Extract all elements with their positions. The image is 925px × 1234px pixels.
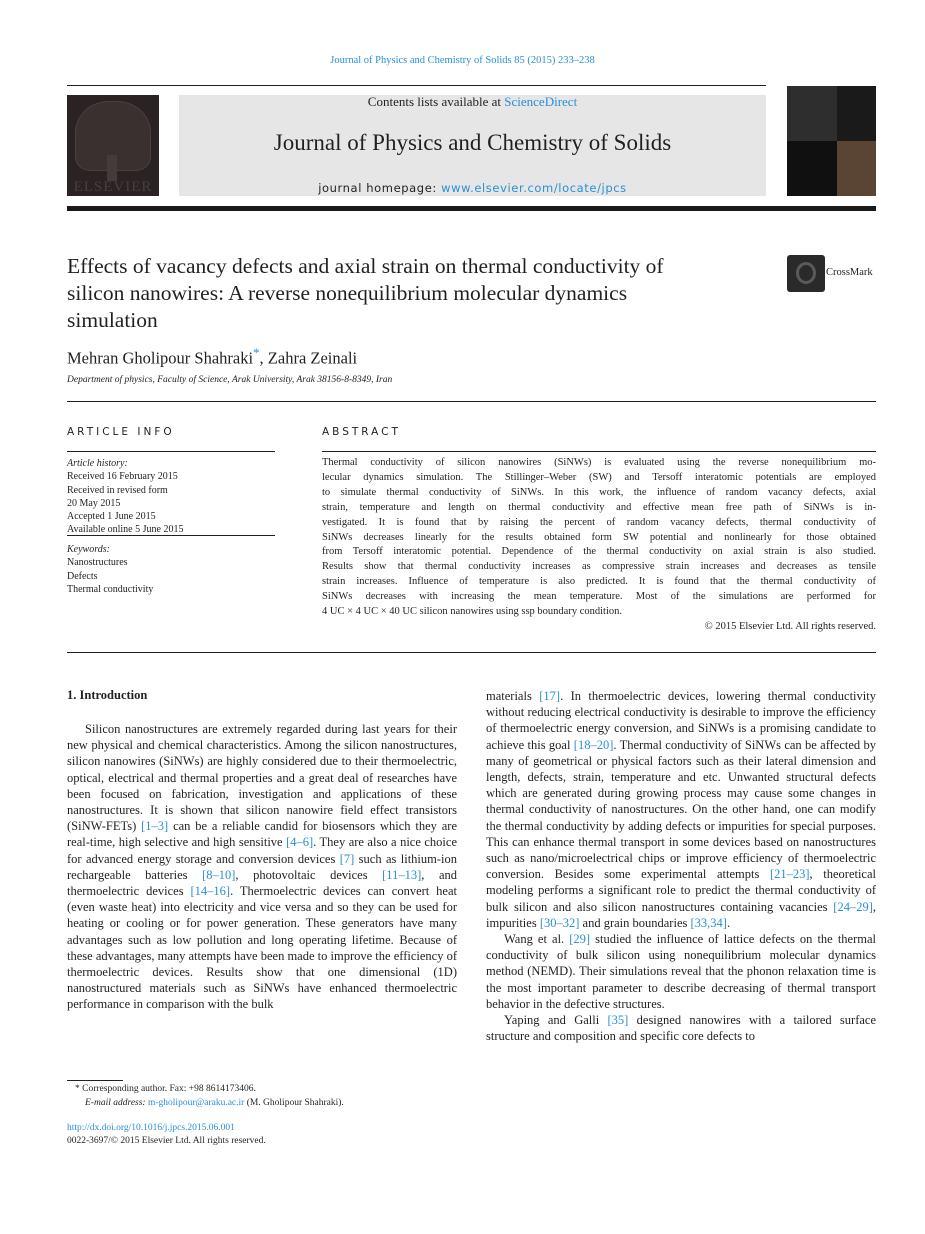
abstract-body (322, 456, 876, 620)
keywords (67, 543, 275, 596)
cover-block-1 (787, 86, 837, 141)
contents-prefix: Contents lists available at (367, 94, 505, 109)
body-text: , impurities (486, 899, 876, 930)
tree-trunk (107, 155, 117, 181)
body-text: , theoretical modeling performs a significant role to predict the thermal conductivity of bulk silicon and also silicon nanostructures containing vacancies (486, 867, 877, 914)
email-suffix: (M. Gholipour Shahraki). (244, 1097, 344, 1108)
body-text: and grain boundaries (579, 915, 691, 930)
sciencedirect-link[interactable]: ScienceDirect (504, 94, 578, 109)
body-paragraph (486, 1012, 876, 1044)
citation-link[interactable]: [33,34] (690, 915, 727, 930)
citation-link[interactable]: [4–6] (286, 835, 314, 850)
journal-title: Journal of Physics and Chemistry of Solids (273, 130, 672, 155)
body-text: . In thermoelectric devices, lowering thermal conductivity without reducing electrical conductivity is desirable to improve the efficiency of thermoelectric energy conversion, and SiNWs is a promising candidate to achieve this goal (486, 689, 876, 752)
body-text: . They are also a nice choice for advanced energy storage and conversion devices (67, 835, 457, 866)
body-paragraph (67, 721, 457, 1013)
divider (67, 401, 876, 402)
abstract-line: strain increases. Influence of temperature is also predicted. It is found that the thermal conductivity of (322, 576, 876, 588)
footnote-mark: * (75, 1084, 80, 1094)
body-text: studied the influence of lattice defects on the thermal conductivity of bulk silicon using nonequilibrium molecular dynamics method (NEMD). Their simulations reveal that the phonon relaxation time is the most important parameter to describe decreasing of thermal transport behavior in the defective structures. (486, 932, 876, 1011)
contents-line (179, 94, 766, 110)
body-paragraph (486, 688, 876, 931)
header-top-rule (67, 85, 766, 86)
author-list (67, 345, 357, 369)
body-column-right (486, 688, 876, 1044)
crossmark-label[interactable]: CrossMark (826, 267, 873, 278)
body-paragraph (486, 931, 876, 1012)
citation-link[interactable]: [8–10] (202, 867, 236, 882)
body-text: Yaping and Galli (504, 1013, 608, 1028)
crossmark-ring (796, 262, 816, 284)
history-item: Received 16 February 2015 (67, 471, 178, 483)
history-label: Article history: (67, 458, 128, 469)
article-info-heading: ARTICLE INFO (67, 426, 175, 438)
body-text: materials (486, 689, 540, 703)
body-text: . Thermoelectric devices can convert heat (even waste heat) into electricity and vice versa and so they can be used for heating or cooling or for power generation. These generators have many advantages such as low pollution and long operating lifetime. Because of these advantages, many attempts have been made to improve the efficiency of thermoelectric devices. Results show that one dimensional (1D) nanostructured materials such as SiNWs have enhanced thermoelectric performance in comparison with the bulk (67, 884, 457, 1012)
abstract-rule (322, 451, 876, 452)
body-text: Wang et al. (504, 932, 570, 947)
abstract-line: Results show that thermal conductivity increases as compressive strain increases and decreases as tensile (322, 561, 876, 573)
doi-link[interactable]: http://dx.doi.org/10.1016/j.jpcs.2015.06.001 (67, 1123, 235, 1133)
homepage-prefix: journal homepage: (318, 181, 442, 195)
body-text: such as lithium-ion rechargeable batteries (67, 851, 458, 882)
abstract-line: from Tersoff interatomic potential. Dependence of the thermal conductivity on axial strain is also studied. (322, 546, 876, 558)
journal-cover-image (787, 86, 876, 196)
cover-block-3 (787, 141, 837, 196)
abstract-line: SiNWs decreases with increasing the mean temperature. Most of the simulations are performed for (322, 591, 876, 603)
history-item: Available online 5 June 2015 (67, 524, 184, 536)
title-line: simulation (67, 308, 158, 332)
journal-reference[interactable]: Journal of Physics and Chemistry of Solids 85 (2015) 233–238 (330, 55, 595, 66)
body-text: . Thermal conductivity of SiNWs can be affected by many of geometrical or physical factors such as their lateral dimension and length, defects, strain, temperature and etc. Unwanted structural defects which are generated during growing process may cause some changes in thermal conductivity of nanostructures. On the other hand, one can modify the thermal conductivity by adding defects or impurities for special purposes. This can enhance thermal transport in some devices based on nanostructures such as nano/microelectrical chips or improve efficiency of thermoelectric conversion. Besides some experimental attempts (486, 737, 876, 882)
abstract-line: Thermal conductivity of silicon nanowires (SiNWs) is evaluated using the reverse nonequilibrium mo- (322, 457, 876, 468)
body-text: . (726, 915, 731, 930)
section-heading: 1. Introduction (67, 688, 148, 702)
title-line: Effects of vacancy defects and axial strain on thermal conductivity of (67, 254, 664, 278)
abstract-copyright: © 2015 Elsevier Ltd. All rights reserved. (704, 621, 876, 632)
info-rule (67, 535, 275, 536)
abstract-line: vestigated. It is found that by raising the percent of random vacancy defects, thermal conductivity of (322, 516, 876, 528)
citation-link[interactable]: [11–13] (382, 867, 422, 882)
cover-block-2 (837, 141, 876, 196)
author-name[interactable]: Zahra Zeinali (267, 348, 358, 368)
title-line: silicon nanowires: A reverse nonequilibrium molecular dynamics (67, 281, 628, 305)
citation-link[interactable]: [35] (607, 1013, 629, 1028)
history-item: Accepted 1 June 2015 (67, 511, 156, 523)
header-divider (67, 206, 876, 211)
abstract-line: lecular dynamics simulation. The Stillinger–Weber (SW) and Tersoff interatomic potentials are employed (322, 471, 876, 483)
corresponding-author-note (75, 1083, 465, 1097)
crossmark-icon[interactable] (787, 255, 825, 292)
keyword: Defects (67, 570, 98, 582)
body-text: , and thermoelectric devices (67, 867, 457, 899)
body-text: designed nanowires with a tailored surface structure and composition and specific core defects to (486, 1013, 877, 1044)
abstract-line: SiNWs decreases linearly for the results obtained form SW potential and nonlinearly for those obtained (322, 531, 876, 543)
issn-line: 0022-3697/© 2015 Elsevier Ltd. All rights reserved. (67, 1136, 266, 1146)
abstract-heading: ABSTRACT (322, 426, 401, 438)
article-title (67, 253, 777, 334)
email-label: E-mail address: (85, 1097, 148, 1108)
body-text: Silicon nanostructures are extremely regarded during last years for their new physical and chemical characteristics. Among the silicon nanostructures, silicon nanowires (SiNWs) are highly considered due to their thermoelectric, optical, electrical and thermal properties and a great deal of researches have been focused on fabrication, investigation and applications of these nanostructures. It is shown that silicon nanowire field effect transistors (SiNW-FETs) (67, 722, 457, 834)
corresponding-author-mark[interactable]: * (253, 345, 260, 360)
footnote-text: Corresponding author. Fax: +98 8614173406. (79, 1084, 256, 1094)
homepage-link[interactable]: www.elsevier.com/locate/jpcs (441, 181, 627, 195)
divider (67, 652, 876, 653)
citation-link[interactable]: [14–16] (190, 884, 231, 899)
abstract-line: 4 UC × 4 UC × 40 UC silicon nanowires using ssp boundary condition. (322, 606, 622, 618)
article-history (67, 457, 275, 537)
body-text: , photovoltaic devices (235, 867, 383, 882)
citation-link[interactable]: [7] (339, 851, 355, 866)
email-link[interactable]: m-gholipour@araku.ac.ir (147, 1097, 245, 1108)
elsevier-logo (67, 95, 159, 196)
body-text: can be a reliable candid for biosensors which they are real-time, high selective and high sensitive (67, 819, 457, 850)
keyword: Thermal conductivity (67, 583, 154, 595)
abstract-line: strain, temperature and length on thermal conductivity and effective mean free path of SiNWs is in- (322, 501, 876, 513)
citation-link[interactable]: [18–20] (573, 737, 614, 752)
abstract-line: to simulate thermal conductivity of SiNWs. In this work, the influence of random vacancy defects, axial (322, 486, 876, 498)
citation-link[interactable]: [29] (569, 932, 591, 947)
citation-link[interactable]: [1–3] (141, 819, 169, 834)
footnote-rule (67, 1080, 123, 1081)
email-note (75, 1097, 465, 1111)
history-item: Received in revised form (67, 484, 168, 496)
journal-homepage (179, 181, 766, 195)
keyword: Nanostructures (67, 557, 128, 569)
citation-link[interactable]: [17] (539, 689, 561, 703)
author-name[interactable]: Mehran Gholipour Shahraki (67, 348, 254, 368)
history-item: 20 May 2015 (67, 497, 121, 509)
citation-link[interactable]: [24–29] (833, 899, 873, 914)
footnote (75, 1083, 465, 1110)
citation-link[interactable]: [21–23] (769, 867, 810, 882)
citation-link[interactable]: [30–32] (539, 915, 580, 930)
info-rule (67, 451, 275, 452)
author-separator: , (259, 348, 268, 368)
keywords-label: Keywords: (67, 544, 110, 555)
elsevier-logo-text: ELSEVIER (73, 179, 153, 195)
affiliation: Department of physics, Faculty of Science, Arak University, Arak 38156-8-8349, Iran (67, 375, 393, 385)
